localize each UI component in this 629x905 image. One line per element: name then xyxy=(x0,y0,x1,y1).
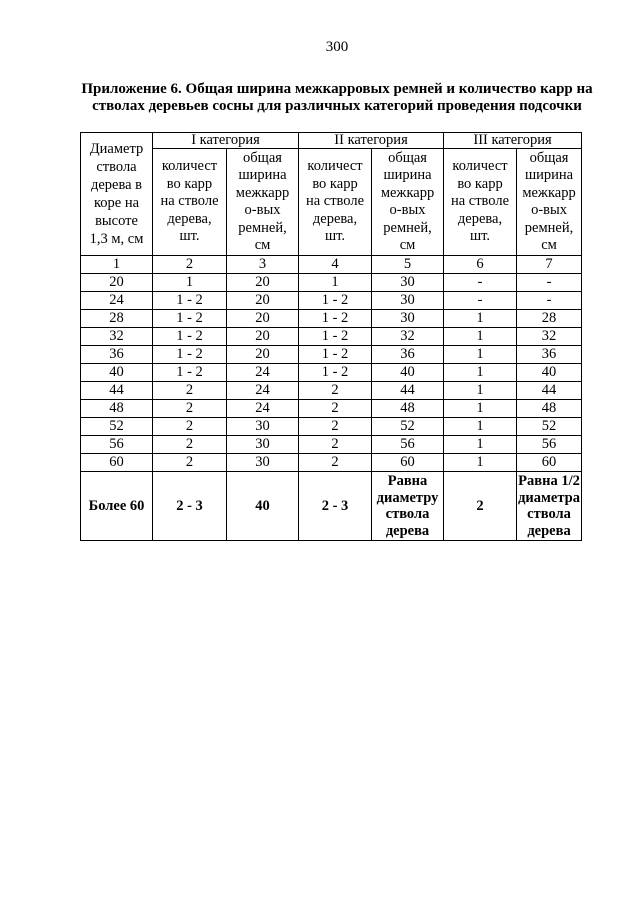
text-line: дерева xyxy=(385,522,430,539)
cat3-count-cell: 1 xyxy=(444,346,517,364)
cat3-width-cell: 52 xyxy=(517,418,582,436)
text-line: ствола xyxy=(96,159,137,175)
table-header xyxy=(81,133,582,274)
text-line: дерева xyxy=(527,522,571,539)
cat3-width-cell: 28 xyxy=(517,310,582,328)
cat3-width-cell: 40 xyxy=(517,364,582,382)
text-line: во карр xyxy=(166,175,213,192)
cat1-width-cell: 20 xyxy=(227,274,299,292)
diameter-cell: 40 xyxy=(81,364,153,382)
cat3-width-cell: - xyxy=(517,292,582,310)
cat2-count-cell: 1 - 2 xyxy=(299,364,372,382)
text-line: Равна xyxy=(387,473,428,489)
table-row xyxy=(81,328,582,346)
cat1-count-cell: 1 - 2 xyxy=(153,346,227,364)
cat3-count-header xyxy=(444,149,517,256)
cat2-count-cell: 2 xyxy=(299,454,372,472)
header-row-subcolumns xyxy=(81,149,582,256)
cat3-count-cell: 1 xyxy=(444,310,517,328)
text-line: дерева, xyxy=(312,210,358,227)
cat3-count-cell: 1 xyxy=(444,400,517,418)
cat3-width-cell xyxy=(517,472,582,541)
text-line: на стволе xyxy=(450,193,510,210)
text-line: Равна 1/2 xyxy=(518,473,580,489)
text-line: общая xyxy=(243,149,282,166)
text-line: шт. xyxy=(324,228,346,245)
cat1-width-cell: 20 xyxy=(227,346,299,364)
cat1-count-cell: 2 - 3 xyxy=(153,472,227,541)
diameter-cell: 20 xyxy=(81,274,153,292)
text-line: ствола xyxy=(385,506,430,522)
cat1-width-cell: 30 xyxy=(227,454,299,472)
text-line: дерева, xyxy=(167,210,212,227)
table-row xyxy=(81,382,582,400)
cat1-count-cell: 2 xyxy=(153,400,227,418)
cat2-count-cell: 1 - 2 xyxy=(299,310,372,328)
cat3-width-cell: 56 xyxy=(517,436,582,454)
cat1-count-cell: 2 xyxy=(153,454,227,472)
diameter-cell: 36 xyxy=(81,346,153,364)
cat1-count-cell: 1 xyxy=(153,274,227,292)
diameter-column-header xyxy=(81,133,153,256)
cat1-count-cell: 1 - 2 xyxy=(153,292,227,310)
cat1-count-cell: 1 - 2 xyxy=(153,310,227,328)
cat2-width-cell: 44 xyxy=(372,382,444,400)
cat1-width-cell: 30 xyxy=(227,418,299,436)
table-row xyxy=(81,436,582,454)
text-line: ширина xyxy=(238,167,287,183)
text-line: межкарр xyxy=(235,184,290,201)
table-row xyxy=(81,274,582,292)
cat2-count-cell: 1 - 2 xyxy=(299,328,372,346)
column-number-7: 7 xyxy=(517,256,582,274)
cat1-width-cell: 20 xyxy=(227,310,299,328)
document-title xyxy=(50,81,624,115)
column-number-3: 3 xyxy=(227,256,299,274)
text-line: диаметра xyxy=(518,489,580,506)
text-line: ширина xyxy=(383,167,432,183)
text-line: ширина xyxy=(524,167,574,183)
table-row-over-60 xyxy=(81,472,582,541)
page-number: 300 xyxy=(325,39,349,55)
cat1-width-header xyxy=(227,149,299,256)
cat1-count-cell: 2 xyxy=(153,436,227,454)
cat1-count-cell: 2 xyxy=(153,382,227,400)
text-line: 1,3 м, см xyxy=(89,231,144,247)
table-row xyxy=(81,418,582,436)
text-line: ремней, xyxy=(524,219,574,236)
column-number-5: 5 xyxy=(372,256,444,274)
cat2-count-cell: 1 - 2 xyxy=(299,292,372,310)
table-row xyxy=(81,400,582,418)
cat2-count-header xyxy=(299,149,372,256)
column-number-1: 1 xyxy=(81,256,153,274)
text-line: во карр xyxy=(312,175,358,192)
cat1-width-cell: 20 xyxy=(227,328,299,346)
diameter-cell: 24 xyxy=(81,292,153,310)
title-line: стволах деревьев сосны для различных категорий проведения подсочки xyxy=(92,98,582,114)
cat3-width-cell: 32 xyxy=(517,328,582,346)
cat1-width-cell: 40 xyxy=(227,472,299,541)
cat1-width-cell: 24 xyxy=(227,364,299,382)
cat1-count-cell: 1 - 2 xyxy=(153,364,227,382)
text-line: количест xyxy=(161,158,218,175)
cat3-width-header xyxy=(517,149,582,256)
cat3-count-cell: 1 xyxy=(444,454,517,472)
text-line: высоте xyxy=(95,213,138,229)
text-line: количест xyxy=(452,158,508,175)
cat2-width-cell: 30 xyxy=(372,292,444,310)
text-line: о-вых xyxy=(244,202,281,218)
cat1-count-header xyxy=(153,149,227,256)
text-line: межкарр xyxy=(522,184,576,201)
table-row xyxy=(81,454,582,472)
text-line: ремней, xyxy=(383,219,432,236)
cat3-count-cell: 2 xyxy=(444,472,517,541)
text-line: диаметру xyxy=(376,489,439,506)
cat2-count-cell: 2 xyxy=(299,418,372,436)
text-line: межкарр xyxy=(380,184,435,201)
text-line: о-вых xyxy=(389,202,426,218)
diameter-cell: 56 xyxy=(81,436,153,454)
text-line: ремней, xyxy=(238,219,287,236)
cat2-count-cell: 2 xyxy=(299,400,372,418)
cat3-width-cell: 48 xyxy=(517,400,582,418)
text-line: шт. xyxy=(469,228,491,245)
cat2-count-cell: 1 xyxy=(299,274,372,292)
cat2-width-cell: 40 xyxy=(372,364,444,382)
cat2-count-cell: 1 - 2 xyxy=(299,346,372,364)
cat3-count-cell: 1 xyxy=(444,436,517,454)
cat1-width-cell: 24 xyxy=(227,382,299,400)
cat3-count-cell: 1 xyxy=(444,364,517,382)
cat1-width-cell: 30 xyxy=(227,436,299,454)
text-line: см xyxy=(254,237,271,253)
cat1-count-cell: 2 xyxy=(153,418,227,436)
cat2-width-cell: 30 xyxy=(372,274,444,292)
diameter-cell: 60 xyxy=(81,454,153,472)
cat2-width-cell: 52 xyxy=(372,418,444,436)
cat3-width-cell: 36 xyxy=(517,346,582,364)
column-number-4: 4 xyxy=(299,256,372,274)
column-number-2: 2 xyxy=(153,256,227,274)
diameter-cell: 32 xyxy=(81,328,153,346)
text-line: коре на xyxy=(93,195,140,211)
cat3-count-cell: - xyxy=(444,274,517,292)
text-line: ствола xyxy=(527,506,571,522)
diameter-cell: 28 xyxy=(81,310,153,328)
table-row xyxy=(81,292,582,310)
cat2-width-cell: 32 xyxy=(372,328,444,346)
cat2-width-cell: 36 xyxy=(372,346,444,364)
header-row-categories xyxy=(81,133,582,149)
category-1-header: I категория xyxy=(153,133,299,149)
diameter-cell: 52 xyxy=(81,418,153,436)
cat2-count-cell: 2 xyxy=(299,436,372,454)
cat1-width-cell: 24 xyxy=(227,400,299,418)
cat2-width-cell: 48 xyxy=(372,400,444,418)
column-number-6: 6 xyxy=(444,256,517,274)
text-line: дерева, xyxy=(457,210,503,227)
table-row xyxy=(81,364,582,382)
diameter-cell: Более 60 xyxy=(81,472,153,541)
table-body xyxy=(81,274,582,472)
cat3-count-cell: 1 xyxy=(444,418,517,436)
diameter-cell: 48 xyxy=(81,400,153,418)
cat3-count-cell: 1 xyxy=(444,328,517,346)
text-line: см xyxy=(541,237,557,253)
text-line: дерева в xyxy=(90,177,143,193)
cat2-width-cell xyxy=(372,472,444,541)
cat1-width-cell: 20 xyxy=(227,292,299,310)
text-line: количест xyxy=(307,158,363,175)
cat2-count-cell: 2 xyxy=(299,382,372,400)
cat2-width-header xyxy=(372,149,444,256)
text-line: на стволе xyxy=(160,193,219,210)
cat3-width-cell: - xyxy=(517,274,582,292)
cat3-width-cell: 44 xyxy=(517,382,582,400)
cat2-width-cell: 30 xyxy=(372,310,444,328)
table-final-rows xyxy=(81,472,582,541)
table-row xyxy=(81,346,582,364)
title-line: Приложение 6. Общая ширина межкарровых ремней и количество карр на xyxy=(81,81,593,97)
data-table xyxy=(80,132,582,541)
table-row xyxy=(81,310,582,328)
cat3-width-cell: 60 xyxy=(517,454,582,472)
text-line: во карр xyxy=(457,175,503,192)
text-line: Диаметр xyxy=(89,141,144,157)
text-line: о-вых xyxy=(531,202,567,218)
diameter-cell: 44 xyxy=(81,382,153,400)
category-3-header: III категория xyxy=(444,133,582,149)
cat3-count-cell: - xyxy=(444,292,517,310)
text-line: см xyxy=(399,237,416,253)
cat2-width-cell: 56 xyxy=(372,436,444,454)
category-2-header: II категория xyxy=(299,133,444,149)
cat2-width-cell: 60 xyxy=(372,454,444,472)
cat3-count-cell: 1 xyxy=(444,382,517,400)
text-line: общая xyxy=(388,149,427,166)
text-line: шт. xyxy=(179,228,200,245)
cat1-count-cell: 1 - 2 xyxy=(153,328,227,346)
text-line: на стволе xyxy=(305,193,365,210)
cat2-count-cell: 2 - 3 xyxy=(299,472,372,541)
column-number-row xyxy=(81,256,582,274)
text-line: общая xyxy=(529,149,569,166)
